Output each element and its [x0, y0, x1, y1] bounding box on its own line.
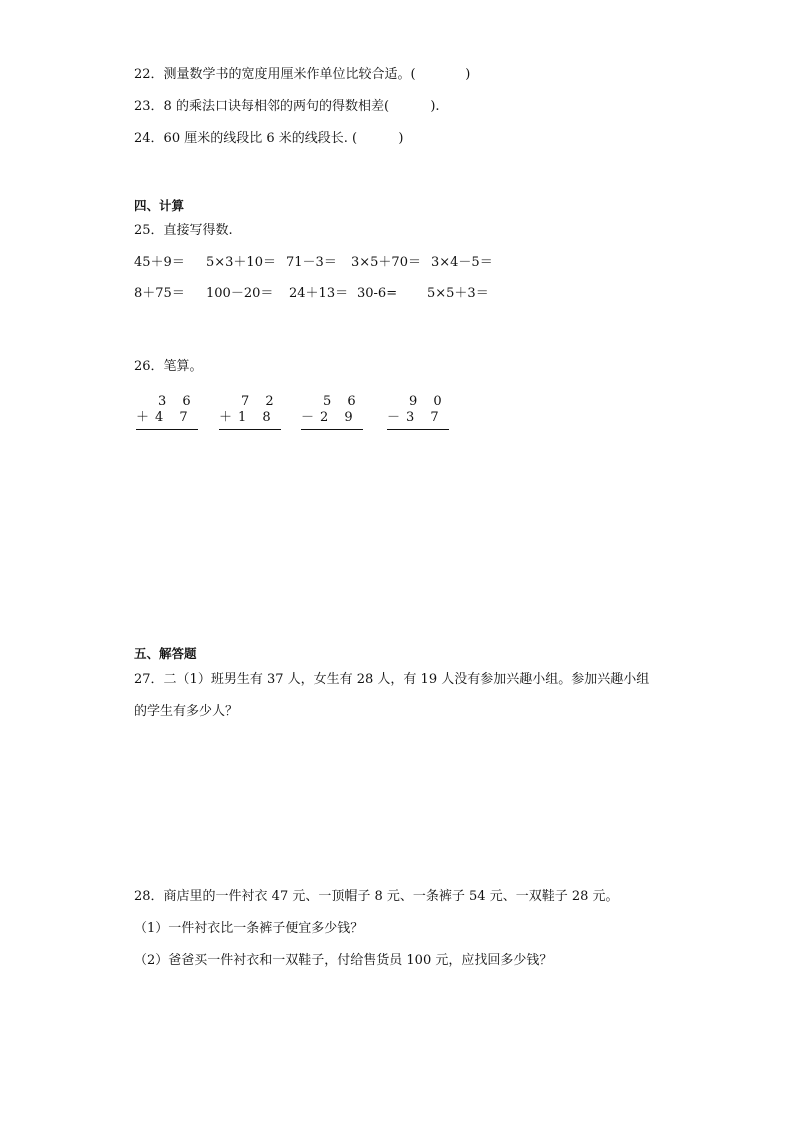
calc-item: 45＋9＝ [134, 255, 185, 270]
calc-item: 5×5＋3＝ [427, 286, 489, 301]
vertical-calc-bottom: ＋4 7 [136, 410, 194, 425]
vertical-calc-bottom: －3 7 [387, 410, 445, 425]
question-25: 25．直接写得数. [134, 223, 233, 238]
vertical-calc-rule [301, 429, 363, 430]
vertical-calc-bottom: ＋1 8 [219, 410, 277, 425]
question-27-line-1: 27．二（1）班男生有 37 人，女生有 28 人，有 19 人没有参加兴趣小组。参加兴趣小组 [134, 672, 650, 687]
vertical-calc-top: 7 2 [241, 394, 280, 409]
question-28: 28．商店里的一件衬衣 47 元、一顶帽子 8 元、一条裤子 54 元、一双鞋子 28 元。 [134, 889, 619, 904]
calc-item: 5×3＋10＝ [206, 255, 276, 270]
question-24: 24．60 厘米的线段比 6 米的线段长. ( ) [134, 131, 404, 146]
calc-item: 100－20＝ [206, 286, 274, 301]
question-22: 22．测量数学书的宽度用厘米作单位比较合适。( ) [134, 67, 471, 82]
vertical-calc-rule [219, 429, 281, 430]
calc-item: 3×5＋70＝ [351, 255, 421, 270]
calc-item: 30-6= [357, 286, 398, 301]
question-26: 26．笔算。 [134, 359, 203, 374]
question-28-part-1: （1）一件衬衣比一条裤子便宜多少钱？ [134, 921, 364, 936]
question-27-line-2: 的学生有多少人？ [134, 704, 239, 719]
vertical-calc-top: 3 6 [158, 394, 197, 409]
vertical-calc-top: 9 0 [409, 394, 448, 409]
calc-item: 71－3＝ [286, 255, 337, 270]
calc-item: 3×4－5＝ [431, 255, 493, 270]
vertical-calc-bottom: －2 9 [301, 410, 359, 425]
vertical-calc-rule [136, 429, 198, 430]
vertical-calc-top: 5 6 [323, 394, 362, 409]
section-heading-calculation: 四、计算 [134, 198, 185, 213]
question-23: 23．8 的乘法口诀每相邻的两句的得数相差( ). [134, 99, 440, 114]
calc-item: 24＋13＝ [289, 286, 349, 301]
vertical-calc-rule [387, 429, 449, 430]
question-28-part-2: （2）爸爸买一件衬衣和一双鞋子，付给售货员 100 元，应找回多少钱？ [134, 953, 553, 968]
section-heading-word-problems: 五、解答题 [134, 646, 197, 661]
calc-item: 8＋75＝ [134, 286, 185, 301]
